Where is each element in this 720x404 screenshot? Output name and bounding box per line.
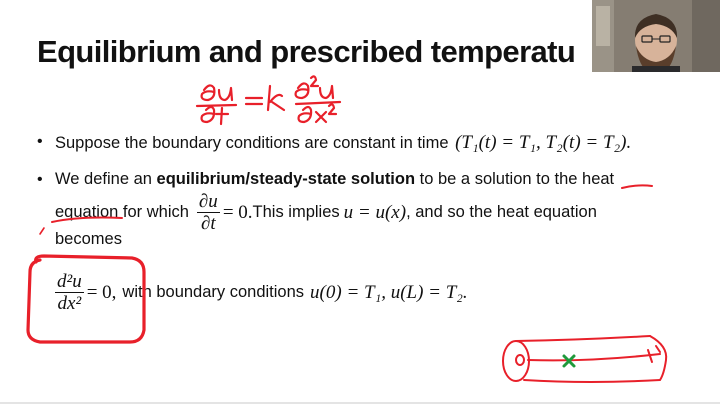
slide-title: Equilibrium and prescribed temperatu <box>37 34 576 69</box>
ode-fraction <box>55 272 84 313</box>
equals-zero: = 0. <box>222 201 253 223</box>
bullet-1-math: (T₁(t) = T₁, T₂(t) = T₂). <box>455 132 632 153</box>
bullet-2-line-2-text: equation for which <box>55 202 189 221</box>
bullet-1 <box>55 133 631 152</box>
bullet-2-text: We define an <box>55 170 157 188</box>
partial-fraction <box>197 192 220 233</box>
bullet-2-text-end: to be a solution to the heat <box>415 170 615 188</box>
bullet-2-line-1 <box>55 171 614 188</box>
fraction-denominator: ∂t <box>201 212 216 234</box>
ode-line <box>52 262 468 322</box>
implies-text: This implies <box>252 202 340 221</box>
fraction-numerator: ∂u <box>198 190 218 212</box>
u-of-x: u = u(x) <box>343 201 407 223</box>
bullet-2-line-2 <box>55 189 597 235</box>
ode-equals-zero: = 0, <box>86 281 117 303</box>
ode-text: with boundary conditions <box>122 282 305 301</box>
bullet-2-line-2-end: , and so the heat equation <box>406 202 597 221</box>
bullet-1-text: Suppose the boundary conditions are constant in time <box>55 134 449 152</box>
bullet-2-line-3: becomes <box>55 230 122 248</box>
ode-numerator: d²u <box>57 270 82 292</box>
bullet-2-bold-term: equilibrium/steady-state solution <box>156 170 416 188</box>
presenter-webcam <box>592 0 720 72</box>
bullet-dot: • <box>37 171 43 188</box>
boundary-conditions: u(0) = T₁, u(L) = T₂. <box>310 281 468 303</box>
bullet-dot: • <box>37 133 43 150</box>
ode-denominator: dx² <box>57 292 82 314</box>
